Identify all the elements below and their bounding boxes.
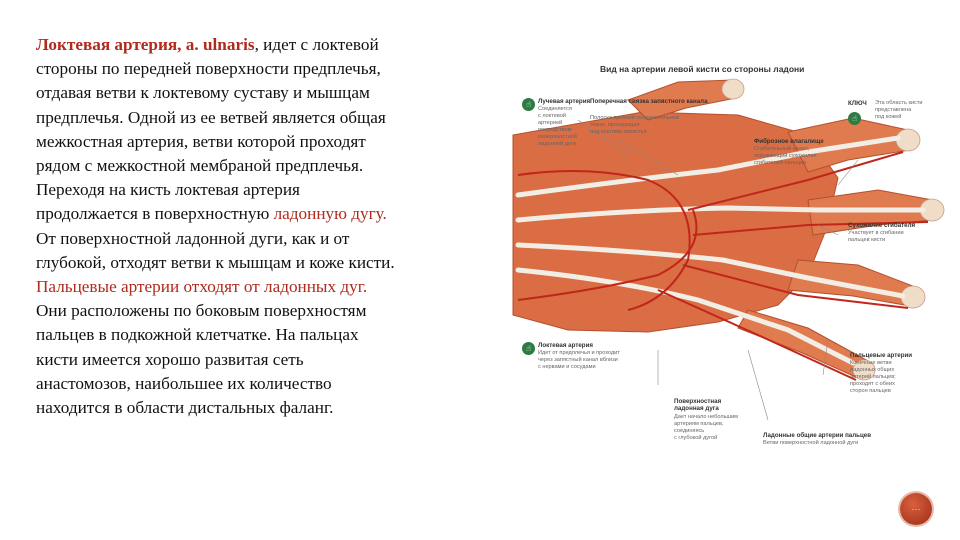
callout-fibrous-title: Фиброзное влагалище: [754, 138, 824, 145]
text-segment: Локтевая артерия,: [36, 35, 186, 54]
text-segment: , идет с локтевой: [254, 35, 379, 54]
text-segment: стороны по передней поверхности предплечья,: [36, 59, 381, 79]
key-icon: ☝: [848, 112, 861, 125]
text-line: [36, 299, 506, 323]
callout-superficial-arch-body: Дает начало небольшим артериям пальцев, соединяясь с глубокой дугой: [674, 414, 738, 441]
text-segment: анастомозов, наибольшее их количество: [36, 373, 332, 393]
callout-transverse-title: Поперечная связка запястного канала: [590, 98, 708, 105]
text-line: [36, 178, 506, 202]
text-segment: рядом с межкостной мембраной предплечья.: [36, 156, 364, 176]
text-line: [36, 396, 506, 420]
text-line: [36, 130, 506, 154]
text-segment: кисти имеется хорошо развитая сеть: [36, 349, 304, 369]
text-line: [36, 275, 506, 299]
callout-radial-title: Лучевая артерия: [538, 98, 591, 105]
slide-body-text: [36, 33, 506, 420]
ring-finger: [788, 260, 918, 306]
text-line: [36, 348, 506, 372]
text-line: [36, 154, 506, 178]
callout-ulnar-title: Локтевая артерия: [538, 342, 593, 349]
callout-digital-title: Пальцевые артерии: [850, 352, 913, 359]
text-segment: предплечья. Одной из ее ветвей является общая: [36, 107, 386, 127]
callout-key-title: КЛЮЧ: [848, 100, 867, 107]
key-icon-radial: ☝: [522, 98, 535, 111]
callout-common-digital-body: Ветви поверхностной ладонной дуги: [763, 440, 859, 446]
text-segment: продолжается в поверхностную: [36, 204, 274, 224]
text-segment: От поверхностной ладонной дуги, как и от: [36, 228, 350, 248]
callout-tendons-title: Сухожилие сгибателя: [848, 222, 916, 229]
text-segment: межкостная артерия, ветви которой проходят: [36, 131, 366, 151]
text-segment: находится в области дистальных фаланг.: [36, 398, 334, 418]
callout-radial-body: Соединяется с локтевой артерией посредством поверхностной ладонной дуги: [538, 106, 577, 147]
text-segment: глубокой, отходят ветви к мышцам и коже кисти.: [36, 252, 395, 272]
text-segment: ладонную дугу.: [273, 204, 387, 224]
text-segment: Пальцевые артерии отходят от ладонных дуг.: [36, 277, 368, 297]
text-line: [36, 372, 506, 396]
text-line: [36, 57, 506, 81]
figure-title: Вид на артерии левой кисти со стороны ладони: [600, 64, 805, 74]
callout-digital-body: Конечные ветви ладонных общих артерий пальцев; проходят с обеих сторон пальцев: [850, 360, 896, 394]
callout-superficial-arch-title: Поверхностная ладонная дуга: [674, 398, 722, 412]
callout-transverse-body: Полоска прочной соединительной ткани, проходящая над костями запястья: [590, 115, 679, 135]
callout-ulnar-body: Идет от предплечья и проходит через запястный канал вблизи с нервами и сосудами: [538, 350, 620, 370]
callout-key-body: Эта область кисти представлена под кожей: [875, 100, 923, 120]
text-line: [36, 202, 506, 226]
text-segment: пальцев в подкожной клетчатке. На пальцах: [36, 325, 359, 345]
text-segment: Переходя на кисть локтевая артерия: [36, 180, 300, 200]
next-slide-button[interactable]: ···: [900, 493, 932, 525]
text-line: [36, 81, 506, 105]
hand-artery-illustration: [508, 60, 948, 455]
text-line: [36, 33, 506, 57]
key-icon-ulnar: ☝: [522, 342, 535, 355]
text-line: [36, 106, 506, 130]
text-segment: a. ulnaris: [185, 35, 255, 54]
callout-common-digital-title: Ладонные общие артерии пальцев: [763, 432, 872, 439]
callout-tendons-body: Участвует в сгибании пальцев кисти: [848, 230, 904, 243]
text-line: [36, 251, 506, 275]
text-segment: Они расположены по боковым поверхностям: [36, 301, 367, 321]
text-line: [36, 227, 506, 251]
text-line: [36, 323, 506, 347]
callout-fibrous-body: Сгибательный канал, окружающий сухожилия сгибателей пальцев: [754, 146, 817, 166]
text-segment: отдавая ветви к локтевому суставу и мышцам: [36, 83, 370, 103]
